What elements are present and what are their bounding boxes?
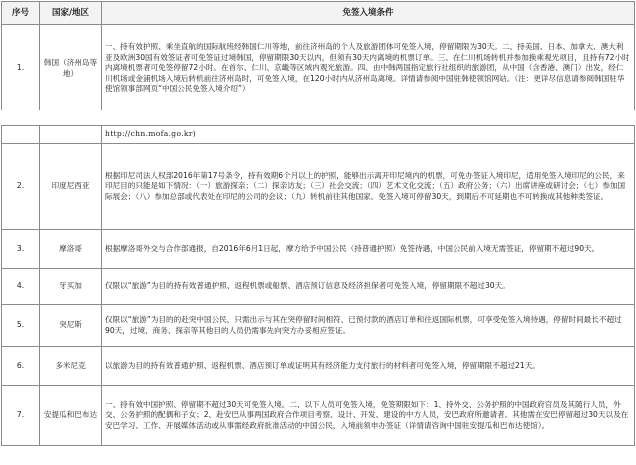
row-number: 7. [2,386,40,446]
row-country: 摩洛哥 [40,230,102,269]
visa-table-bottom [1,125,635,446]
row-number: 2. [2,144,40,230]
visa-table-top [1,1,635,113]
table-row [2,386,635,446]
row-conditions: 仅限以“旅游”为目的持有效普通护照、返程机票或船票、酒店预订信息及经济担保者可免签入境，停留期限不超过30天。 [102,269,635,305]
row-number: 1. [2,25,40,113]
row-conditions: 一、持有效中国护照、停留期不超过30天可免签入境。二、以下人员可免签入境，免签期限如下：1、持外交、公务护照的中国政府官员及其随行人员，外交、公务护照的配偶和子女；2、赴安巴从事两国政府合作项目考察、设计、开发、建设的中方人员，安巴政府所邀请者。其他需在安巴停留超过30天以及在安巴学习、工作、开展媒体活动或从事需经政府批准活动的中国公民，入境前须申办签证（详情请咨询中国驻安提瓜和巴布达使馆）。 [102,386,635,446]
table-row [2,230,635,269]
table-row [2,305,635,347]
row-country: 多米尼克 [40,347,102,386]
page-break-gap [0,110,636,124]
table-header-row [2,2,635,25]
row-country: 印度尼西亚 [40,144,102,230]
header-conditions: 免签入境条件 [102,2,635,25]
embassy-url-link[interactable]: http://chn.mofa.go.kr) [102,126,635,144]
url-row-no [2,126,40,144]
row-conditions: 仅限以“旅游”为目的的赴突中国公民，只需出示与其在突停留时间相符、已预付款的酒店订单和往返国际机票，可享受免签入境待遇，停留时间最长不超过90天，过境、商务、探亲等其他目的人员仍需事先向突方办妥相应签证。 [102,305,635,347]
header-country: 国家/地区 [40,2,102,25]
row-number: 6. [2,347,40,386]
row-country: 韩国（济州岛等地） [40,25,102,113]
url-row-country [40,126,102,144]
row-country: 突尼斯 [40,305,102,347]
url-row [2,126,635,144]
table-row [2,144,635,230]
row-number: 4. [2,269,40,305]
header-no: 序号 [2,2,40,25]
row-number: 5. [2,305,40,347]
row-country: 安提瓜和巴布达 [40,386,102,446]
table-row [2,25,635,113]
row-conditions: 根据摩洛哥外交与合作部通报，自2016年6月1日起，摩方给予中国公民（持普通护照）免签待遇，中国公民前入境无需签证，停留期不超过90天。 [102,230,635,269]
row-country: 牙买加 [40,269,102,305]
row-conditions: 根据印尼司法人权部2016年第17号条令，持有效期6个月以上的护照，能够出示离开印尼境内的机票，可免办签证入境印尼，适用免签入境印尼的公民，来印尼目的只能是如下情况：（一）旅游探亲；（二）探亲访友；（三）社会交流；（四）艺术文化交流；（五）政府公务；（六）出席讲座或研讨会；（七）参加国际展会；（八）参加总部或代表处在印尼的公司的会议；（九）转机前往其他国家。免签入境可停留30天，到期后不可延期也不可转换成其他种类签证。 [102,144,635,230]
table-row [2,347,635,386]
table-row [2,269,635,305]
row-conditions: 一、持有效护照、乘坐直航的国际航班经韩国仁川等地，前往济州岛的个人及旅游团体可免签入境，停留期限为30天。二、持美国、日本、加拿大、澳大利亚及欧洲30国有效签证者可免签证过境韩国，停留期限30天以内，但须有30天内离境的机票订单。三、在仁川机场转机并参加换乘观光项目，且持有72小时内离境机票者可免签停留72小时。在首尔、仁川、京畿等区域内观光旅游。四、由中韩两国指定旅行社组织的旅游团，从中国（含香港、澳门）出发，经仁川机场或金浦机场入境后转机前往济州岛时，可免签入境，在120小时内从济州岛离境。详情请参阅中国驻韩使领馆网站。（注：更详尽信息请参阅韩国驻华使馆领事部网页“中国公民免签入境介绍”） [102,25,635,113]
row-number: 3. [2,230,40,269]
row-conditions: 以旅游为目的持有效普通护照、返程机票、酒店预订单或证明其有经济能力支付旅行的材料者可免签入境，停留期限不超过21天。 [102,347,635,386]
